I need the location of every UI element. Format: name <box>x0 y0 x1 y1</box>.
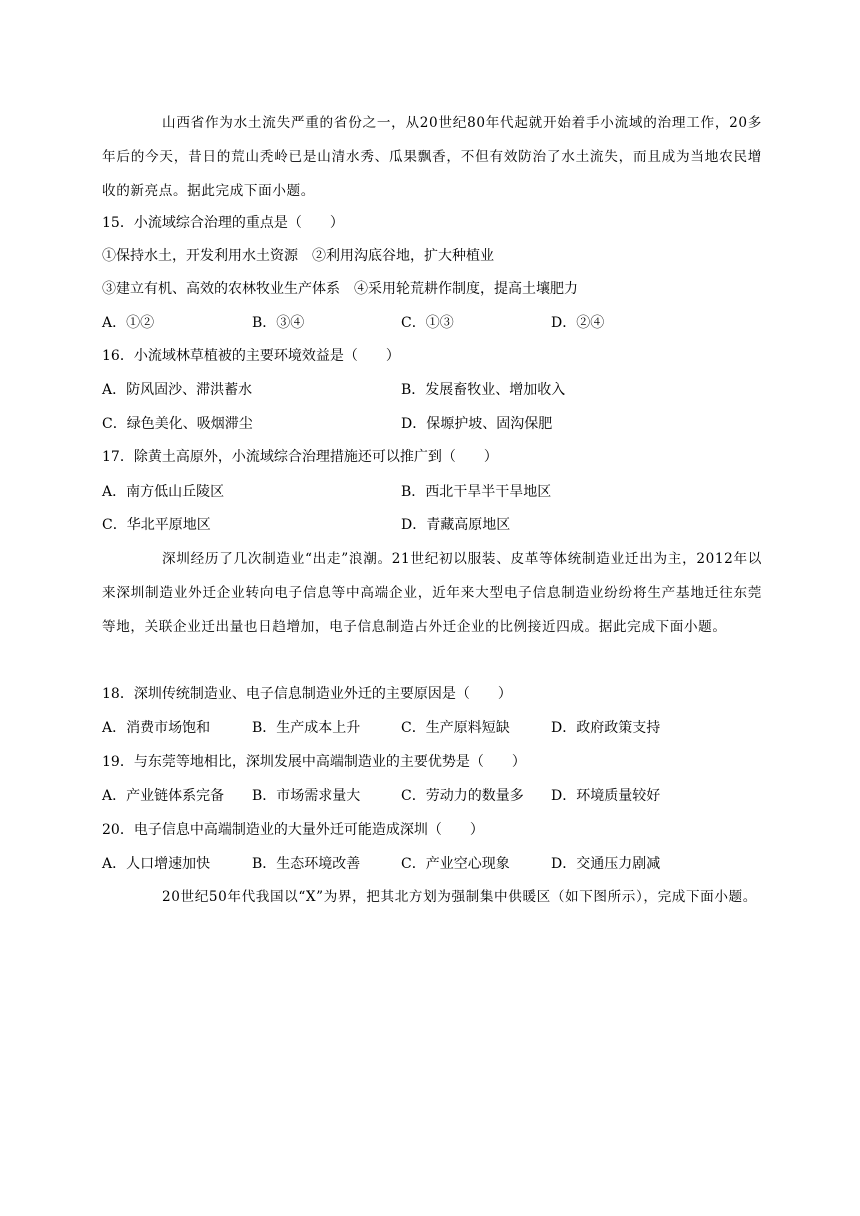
question-19-option-c: C．劳动力的数量多 <box>401 788 524 804</box>
question-18-option-a: A．消费市场饱和 <box>102 720 211 736</box>
passage-shenzhen: 深圳经历了几次制造业“出走”浪潮。21世纪初以服装、皮革等体统制造业迁出为主，2012年以来深圳制造业外迁企业转向电子信息等中高端企业，近年来大型电子信息制造业纷纷将生产基地迁往东莞等地，关联企业迁出量也日趋增加，电子信息制造占外迁企业的比例接近四成。据此完成下面小题。 <box>102 551 762 635</box>
question-19-option-b: B．市场需求量大 <box>252 788 361 804</box>
question-18-option-b: B．生产成本上升 <box>252 720 361 736</box>
question-15-statement-line-1: ①保持水土，开发利用水土资源 ②利用沟底谷地，扩大种植业 <box>102 248 494 264</box>
question-18-option-d: D．政府政策支持 <box>551 720 661 736</box>
question-20-option-a: A．人口增速加快 <box>102 856 211 872</box>
question-15-option-c: C．①③ <box>401 315 454 331</box>
question-15-option-d: D．②④ <box>551 315 605 331</box>
question-20-stem: 20．电子信息中高端制造业的大量外迁可能造成深圳（ ） <box>102 822 484 838</box>
question-17-option-c: C．华北平原地区 <box>102 517 211 533</box>
question-15-option-b: B．③④ <box>252 315 305 331</box>
question-17-stem: 17．除黄土高原外，小流域综合治理措施还可以推广到（ ） <box>102 449 498 465</box>
question-16-option-c: C．绿色美化、吸烟滞尘 <box>102 416 253 432</box>
question-15-stem: 15．小流域综合治理的重点是（ ） <box>102 215 344 231</box>
question-20-option-d: D．交通压力剧减 <box>551 856 661 872</box>
question-19-option-d: D．环境质量较好 <box>551 788 661 804</box>
question-19-option-a: A．产业链体系完备 <box>102 788 225 804</box>
question-16-option-b: B．发展畜牧业、增加收入 <box>401 382 566 398</box>
question-20-option-b: B．生态环境改善 <box>252 856 361 872</box>
question-18-stem: 18．深圳传统制造业、电子信息制造业外迁的主要原因是（ ） <box>102 686 512 702</box>
question-17-option-d: D．青藏高原地区 <box>401 517 511 533</box>
question-16-option-d: D．保塬护坡、固沟保肥 <box>401 416 553 432</box>
question-15-option-a: A．①② <box>102 315 155 331</box>
question-17-option-b: B．西北干旱半干旱地区 <box>401 484 552 500</box>
question-17-option-a: A．南方低山丘陵区 <box>102 484 225 500</box>
question-15-statement-line-2: ③建立有机、高效的农林牧业生产体系 ④采用轮荒耕作制度，提高土壤肥力 <box>102 281 578 297</box>
question-20-option-c: C．产业空心现象 <box>401 856 510 872</box>
question-16-stem: 16．小流域林草植被的主要环境效益是（ ） <box>102 348 400 364</box>
question-19-stem: 19．与东莞等地相比，深圳发展中高端制造业的主要优势是（ ） <box>102 754 526 770</box>
passage-heating-zone: 20世纪50年代我国以“X”为界，把其北方划为强制集中供暖区（如下图所示），完成下面小题。 <box>162 889 757 905</box>
question-18-option-c: C．生产原料短缺 <box>401 720 510 736</box>
question-16-option-a: A．防风固沙、滞洪蓄水 <box>102 382 253 398</box>
passage-shanxi: 山西省作为水土流失严重的省份之一，从20世纪80年代起就开始着手小流域的治理工作，20多年后的今天，昔日的荒山秃岭已是山清水秀、瓜果飘香，不但有效防治了水土流失，而且成为当地农民增收的新亮点。据此完成下面小题。 <box>102 115 762 199</box>
